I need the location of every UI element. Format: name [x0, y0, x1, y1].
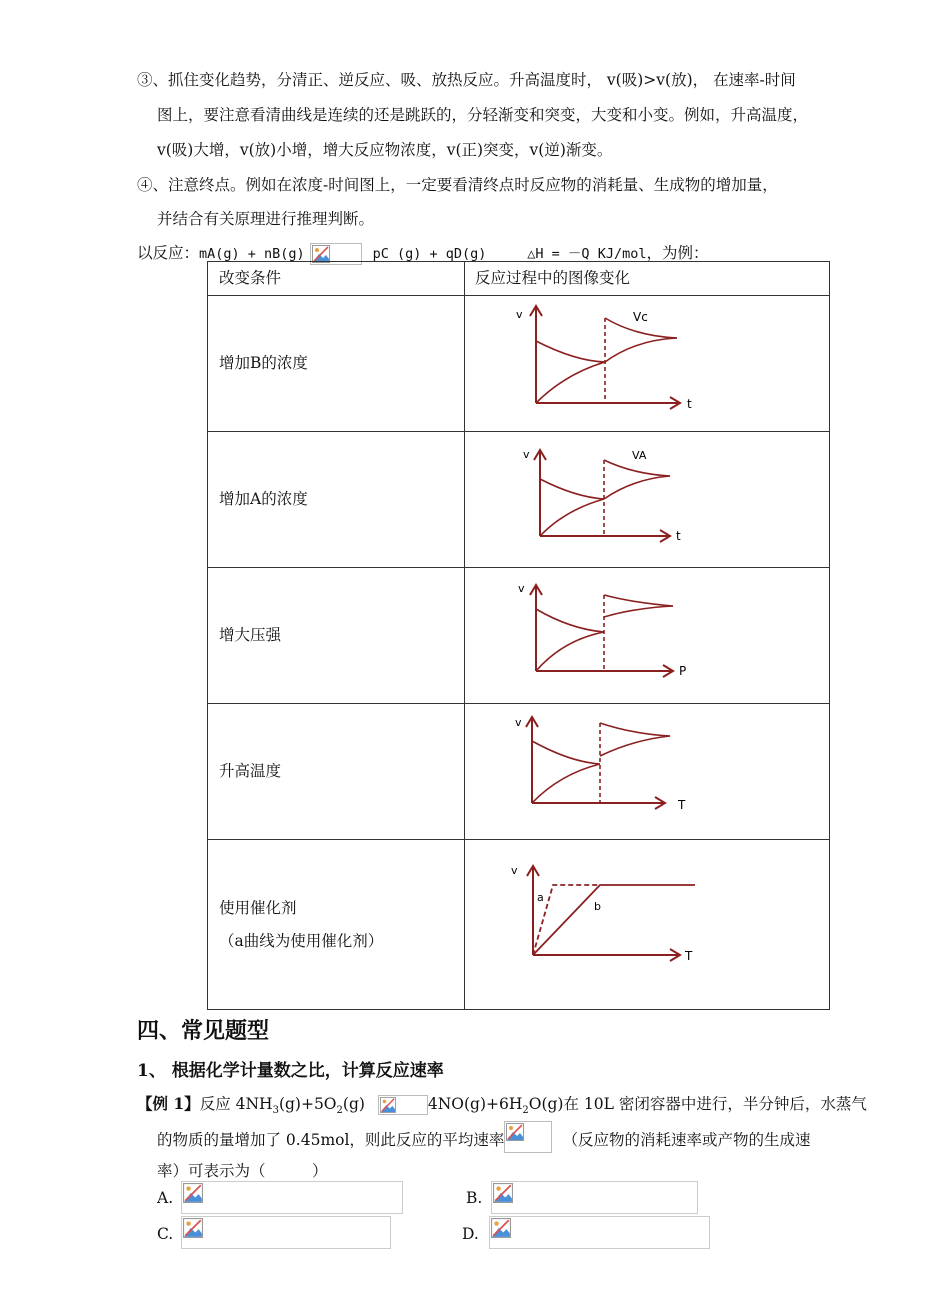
paragraph-4-line-2: 并结合有关原理进行推理判断。 — [157, 210, 375, 228]
graph-cell — [465, 432, 830, 568]
forward-rate-curve — [540, 499, 604, 536]
reaction-left: mA(g) + nB(g) — [199, 246, 305, 262]
paragraph-3-line-3: v(吸)大增，v(放)小增，增大反应物浓度，v(正)突变，v(逆)渐变。 — [157, 141, 613, 159]
y-axis-label: v — [518, 582, 525, 595]
uncatalyzed-curve-b — [533, 885, 695, 955]
option-c-label: C. — [157, 1225, 174, 1243]
graph-cell — [465, 704, 830, 840]
y-axis-label: v — [515, 716, 522, 729]
reverse-rate-curve — [536, 609, 604, 632]
option-b-image[interactable] — [491, 1181, 698, 1214]
new-reverse-curve — [600, 736, 670, 756]
x-axis-label: P — [679, 664, 687, 678]
conditions-table — [207, 261, 830, 1010]
reverse-rate-curve — [540, 479, 604, 499]
section-title: 四、常见题型 — [137, 1018, 270, 1044]
option-a-image[interactable] — [181, 1181, 403, 1214]
rate-graph-b-concentration — [465, 296, 829, 427]
broken-image-icon — [504, 1121, 552, 1153]
table-header-cell: 反应过程中的图像变化 — [465, 262, 830, 296]
condition-cell: 增大压强 — [208, 568, 465, 704]
graph-cell — [465, 296, 830, 432]
broken-image-icon — [378, 1095, 428, 1115]
x-axis-label: T — [685, 949, 693, 963]
forward-rate-curve — [536, 362, 605, 403]
forward-rate-curve — [536, 632, 604, 671]
reaction-suffix: ，为例： — [646, 244, 709, 262]
paragraph-4-line-1: ④、注意终点。例如在浓度-时间图上，一定要看清终点时反应物的消耗量、生成物的增加量， — [137, 176, 778, 194]
paragraph-3-line-1: ③、抓住变化趋势，分清正、逆反应、吸、放热反应。升高温度时， v(吸)>v(放)， 在速率-时间 — [137, 71, 796, 89]
table-row — [208, 296, 830, 432]
broken-image-icon — [183, 1183, 203, 1203]
curve-label: Vc — [633, 310, 648, 324]
example-line-3: 率）可表示为（ ） — [157, 1162, 328, 1180]
new-forward-curve — [600, 723, 670, 736]
reaction-enthalpy: △H = －Q KJ/mol — [527, 246, 647, 262]
graph-cell — [465, 840, 830, 1010]
x-axis-label: T — [678, 798, 686, 812]
table-row — [208, 432, 830, 568]
x-axis-label: t — [676, 529, 681, 543]
condition-cell: 升高温度 — [208, 704, 465, 840]
option-a-label: A. — [157, 1189, 174, 1207]
option-d-image[interactable] — [489, 1216, 710, 1249]
y-axis-label: v — [523, 448, 530, 461]
table-header-row — [208, 262, 830, 296]
broken-image-icon — [491, 1218, 511, 1238]
table-header-cell: 改变条件 — [208, 262, 465, 296]
example-line-1: 【例 1】反应 $4NH_3(g)+5O_2(g)$ $4NO(g)+6H_2O(g)$在 10L 密闭容器中进行，半分钟后，水蒸气 — [137, 1094, 867, 1117]
option-c-image[interactable] — [181, 1216, 391, 1249]
broken-image-icon — [183, 1218, 203, 1238]
option-b-label: B. — [466, 1189, 483, 1207]
section-subtitle: 1、 根据化学计量数之比，计算反应速率 — [137, 1061, 444, 1081]
example-line-2: 的物质的量增加了 0.45mol，则此反应的平均速率 （反应物的消耗速率或产物的生成速 — [157, 1121, 810, 1153]
broken-image-icon — [493, 1183, 513, 1203]
x-axis-label: t — [687, 397, 692, 411]
reaction-right: pC (g) + qD(g) — [372, 246, 487, 262]
graph-cell — [465, 568, 830, 704]
rate-graph-pressure — [465, 568, 829, 699]
reaction-prefix: 以反应： — [137, 244, 200, 262]
new-reverse-curve — [605, 338, 677, 362]
y-axis-label: v — [511, 864, 518, 877]
new-forward-curve — [604, 595, 673, 606]
reverse-rate-curve — [536, 341, 605, 362]
new-reverse-curve — [604, 476, 670, 499]
table-row — [208, 704, 830, 840]
forward-rate-curve — [532, 764, 600, 803]
rate-graph-catalyst — [465, 840, 829, 1005]
rate-graph-temperature — [465, 704, 829, 835]
table-row — [208, 568, 830, 704]
rate-graph-a-concentration — [465, 432, 829, 563]
option-d-label: D. — [462, 1225, 479, 1243]
y-axis-label: v — [516, 308, 523, 321]
reverse-rate-curve — [532, 741, 600, 764]
condition-cell: 增加A的浓度 — [208, 432, 465, 568]
condition-cell: 增加B的浓度 — [208, 296, 465, 432]
new-forward-curve — [604, 460, 670, 476]
curve-label: VA — [632, 449, 647, 462]
curve-b-label: b — [594, 900, 601, 913]
new-reverse-curve — [604, 606, 673, 617]
example-tag: 【例 1】 — [137, 1094, 200, 1113]
curve-a-label: a — [537, 891, 544, 904]
table-row — [208, 840, 830, 1010]
condition-cell: 使用催化剂 （a曲线为使用催化剂） — [208, 840, 465, 1010]
paragraph-3-line-2: 图上，要注意看清曲线是连续的还是跳跃的，分轻渐变和突变，大变和小变。例如，升高温度， — [157, 106, 809, 124]
